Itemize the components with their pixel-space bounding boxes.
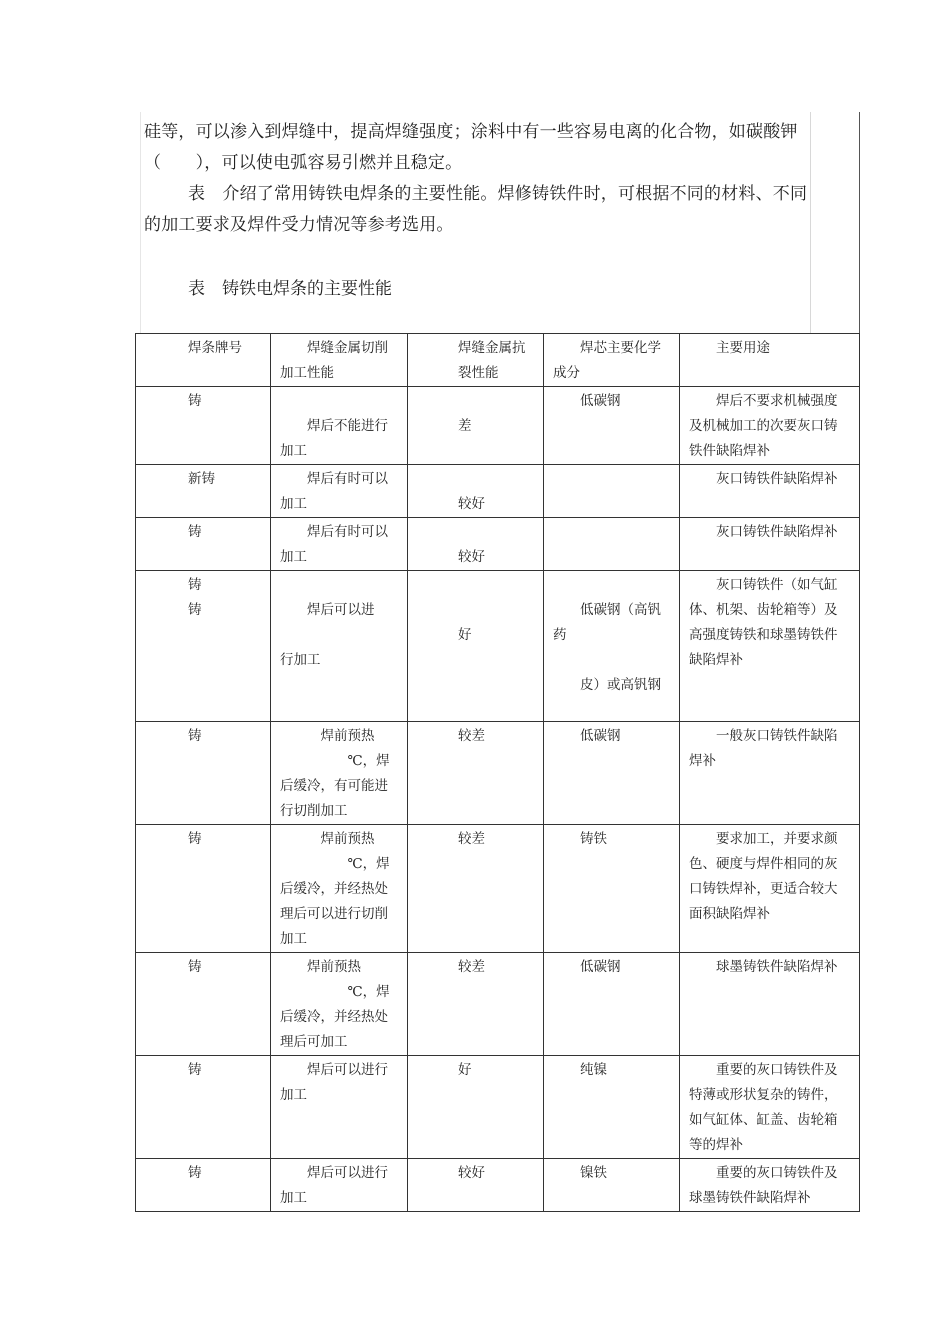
- cell-core-composition: 低碳钢: [544, 387, 680, 465]
- cell-machinability: 焊后可以进行加工: [271, 1159, 408, 1212]
- cell-model: 铸: [136, 722, 271, 825]
- cell-core-composition: 铸铁: [544, 825, 680, 953]
- cell-usage: 重要的灰口铸铁件及球墨铸铁件缺陷焊补: [680, 1159, 860, 1212]
- cell-usage: 球墨铸铁件缺陷焊补: [680, 953, 860, 1056]
- cell-usage: 灰口铸铁件（如气缸体、机架、齿轮箱等）及高强度铸铁和球墨铸铁件缺陷焊补: [680, 571, 860, 722]
- cell-core-composition: 低碳钢（高钒药 皮）或高钒钢: [544, 571, 680, 722]
- body-paragraph-1: 硅等，可以渗入到焊缝中，提高焊缝强度；涂料中有一些容易电离的化合物，如碳酸钾（ ），可以使电弧容易引燃并且稳定。: [144, 122, 798, 173]
- cell-crack-resistance: 较好: [408, 1159, 544, 1212]
- cell-core-composition: 低碳钢: [544, 722, 680, 825]
- cell-core-composition: 低碳钢: [544, 953, 680, 1056]
- cell-core-composition: 镍铁: [544, 1159, 680, 1212]
- cell-core-composition: [544, 518, 680, 571]
- cell-crack-resistance: 较好: [408, 465, 544, 518]
- header-cell-crack-resistance: 焊缝金属抗裂性能: [408, 334, 544, 387]
- cell-model: 铸: [136, 1056, 271, 1159]
- header-cell-usage: 主要用途: [680, 334, 860, 387]
- cell-model: 铸: [136, 1159, 271, 1212]
- cell-crack-resistance: 差: [408, 387, 544, 465]
- cell-machinability: 焊前预热 ℃，焊后缓冷，并经热处理后可以进行切削加工: [271, 825, 408, 953]
- cell-crack-resistance: 好: [408, 571, 544, 722]
- cell-model: 铸 铸: [136, 571, 271, 722]
- header-cell-machinability: 焊缝金属切削加工性能: [271, 334, 408, 387]
- cell-crack-resistance: 较差: [408, 953, 544, 1056]
- table-row: [136, 387, 860, 465]
- cell-machinability: 焊后有时可以加工: [271, 518, 408, 571]
- table-header-row: [136, 334, 860, 387]
- cell-core-composition: 纯镍: [544, 1056, 680, 1159]
- cell-usage: 重要的灰口铸铁件及特薄或形状复杂的铸件，如气缸体、缸盖、齿轮箱等的焊补: [680, 1056, 860, 1159]
- cell-model: 铸: [136, 825, 271, 953]
- body-paragraph-2: 表 介绍了常用铸铁电焊条的主要性能。焊修铸铁件时，可根据不同的材料、不同的加工要求及焊件受力情况等参考选用。: [144, 184, 808, 235]
- cell-model: 新铸: [136, 465, 271, 518]
- table-row: [136, 1056, 860, 1159]
- cell-usage: 要求加工，并要求颜色、硬度与焊件相同的灰口铸铁焊补，更适合较大面积缺陷焊补: [680, 825, 860, 953]
- table-row: [136, 1159, 860, 1212]
- cell-model: 铸: [136, 387, 271, 465]
- table-caption: 表 铸铁电焊条的主要性能: [188, 279, 392, 299]
- table-row: [136, 825, 860, 953]
- cell-usage: 灰口铸铁件缺陷焊补: [680, 465, 860, 518]
- header-cell-core-composition: 焊芯主要化学成分: [544, 334, 680, 387]
- table-row: [136, 571, 860, 722]
- cell-model: 铸: [136, 953, 271, 1056]
- cell-core-composition: [544, 465, 680, 518]
- table-row: [136, 722, 860, 825]
- table-row: [136, 465, 860, 518]
- cell-machinability: 焊前预热 ℃，焊后缓冷，并经热处理后可加工: [271, 953, 408, 1056]
- cell-machinability: 焊后有时可以加工: [271, 465, 408, 518]
- header-cell-model: 焊条牌号: [136, 334, 271, 387]
- cell-usage: 灰口铸铁件缺陷焊补: [680, 518, 860, 571]
- cell-crack-resistance: 好: [408, 1056, 544, 1159]
- cell-machinability: 焊前预热 ℃，焊后缓冷，有可能进行切削加工: [271, 722, 408, 825]
- table-row: [136, 518, 860, 571]
- cell-crack-resistance: 较差: [408, 722, 544, 825]
- table-row: [136, 953, 860, 1056]
- cell-usage: 一般灰口铸铁件缺陷焊补: [680, 722, 860, 825]
- electrode-properties-table: [135, 333, 860, 1262]
- cell-usage: 焊后不要求机械强度及机械加工的次要灰口铸铁件缺陷焊补: [680, 387, 860, 465]
- cell-machinability: 焊后可以进行加工: [271, 1056, 408, 1159]
- cell-machinability: 焊后可以进 行加工: [271, 571, 408, 722]
- cell-crack-resistance: 较差: [408, 825, 544, 953]
- cell-model: 铸: [136, 518, 271, 571]
- page-bottom-margin: [135, 1212, 860, 1344]
- cell-machinability: 焊后不能进行加工: [271, 387, 408, 465]
- cell-crack-resistance: 较好: [408, 518, 544, 571]
